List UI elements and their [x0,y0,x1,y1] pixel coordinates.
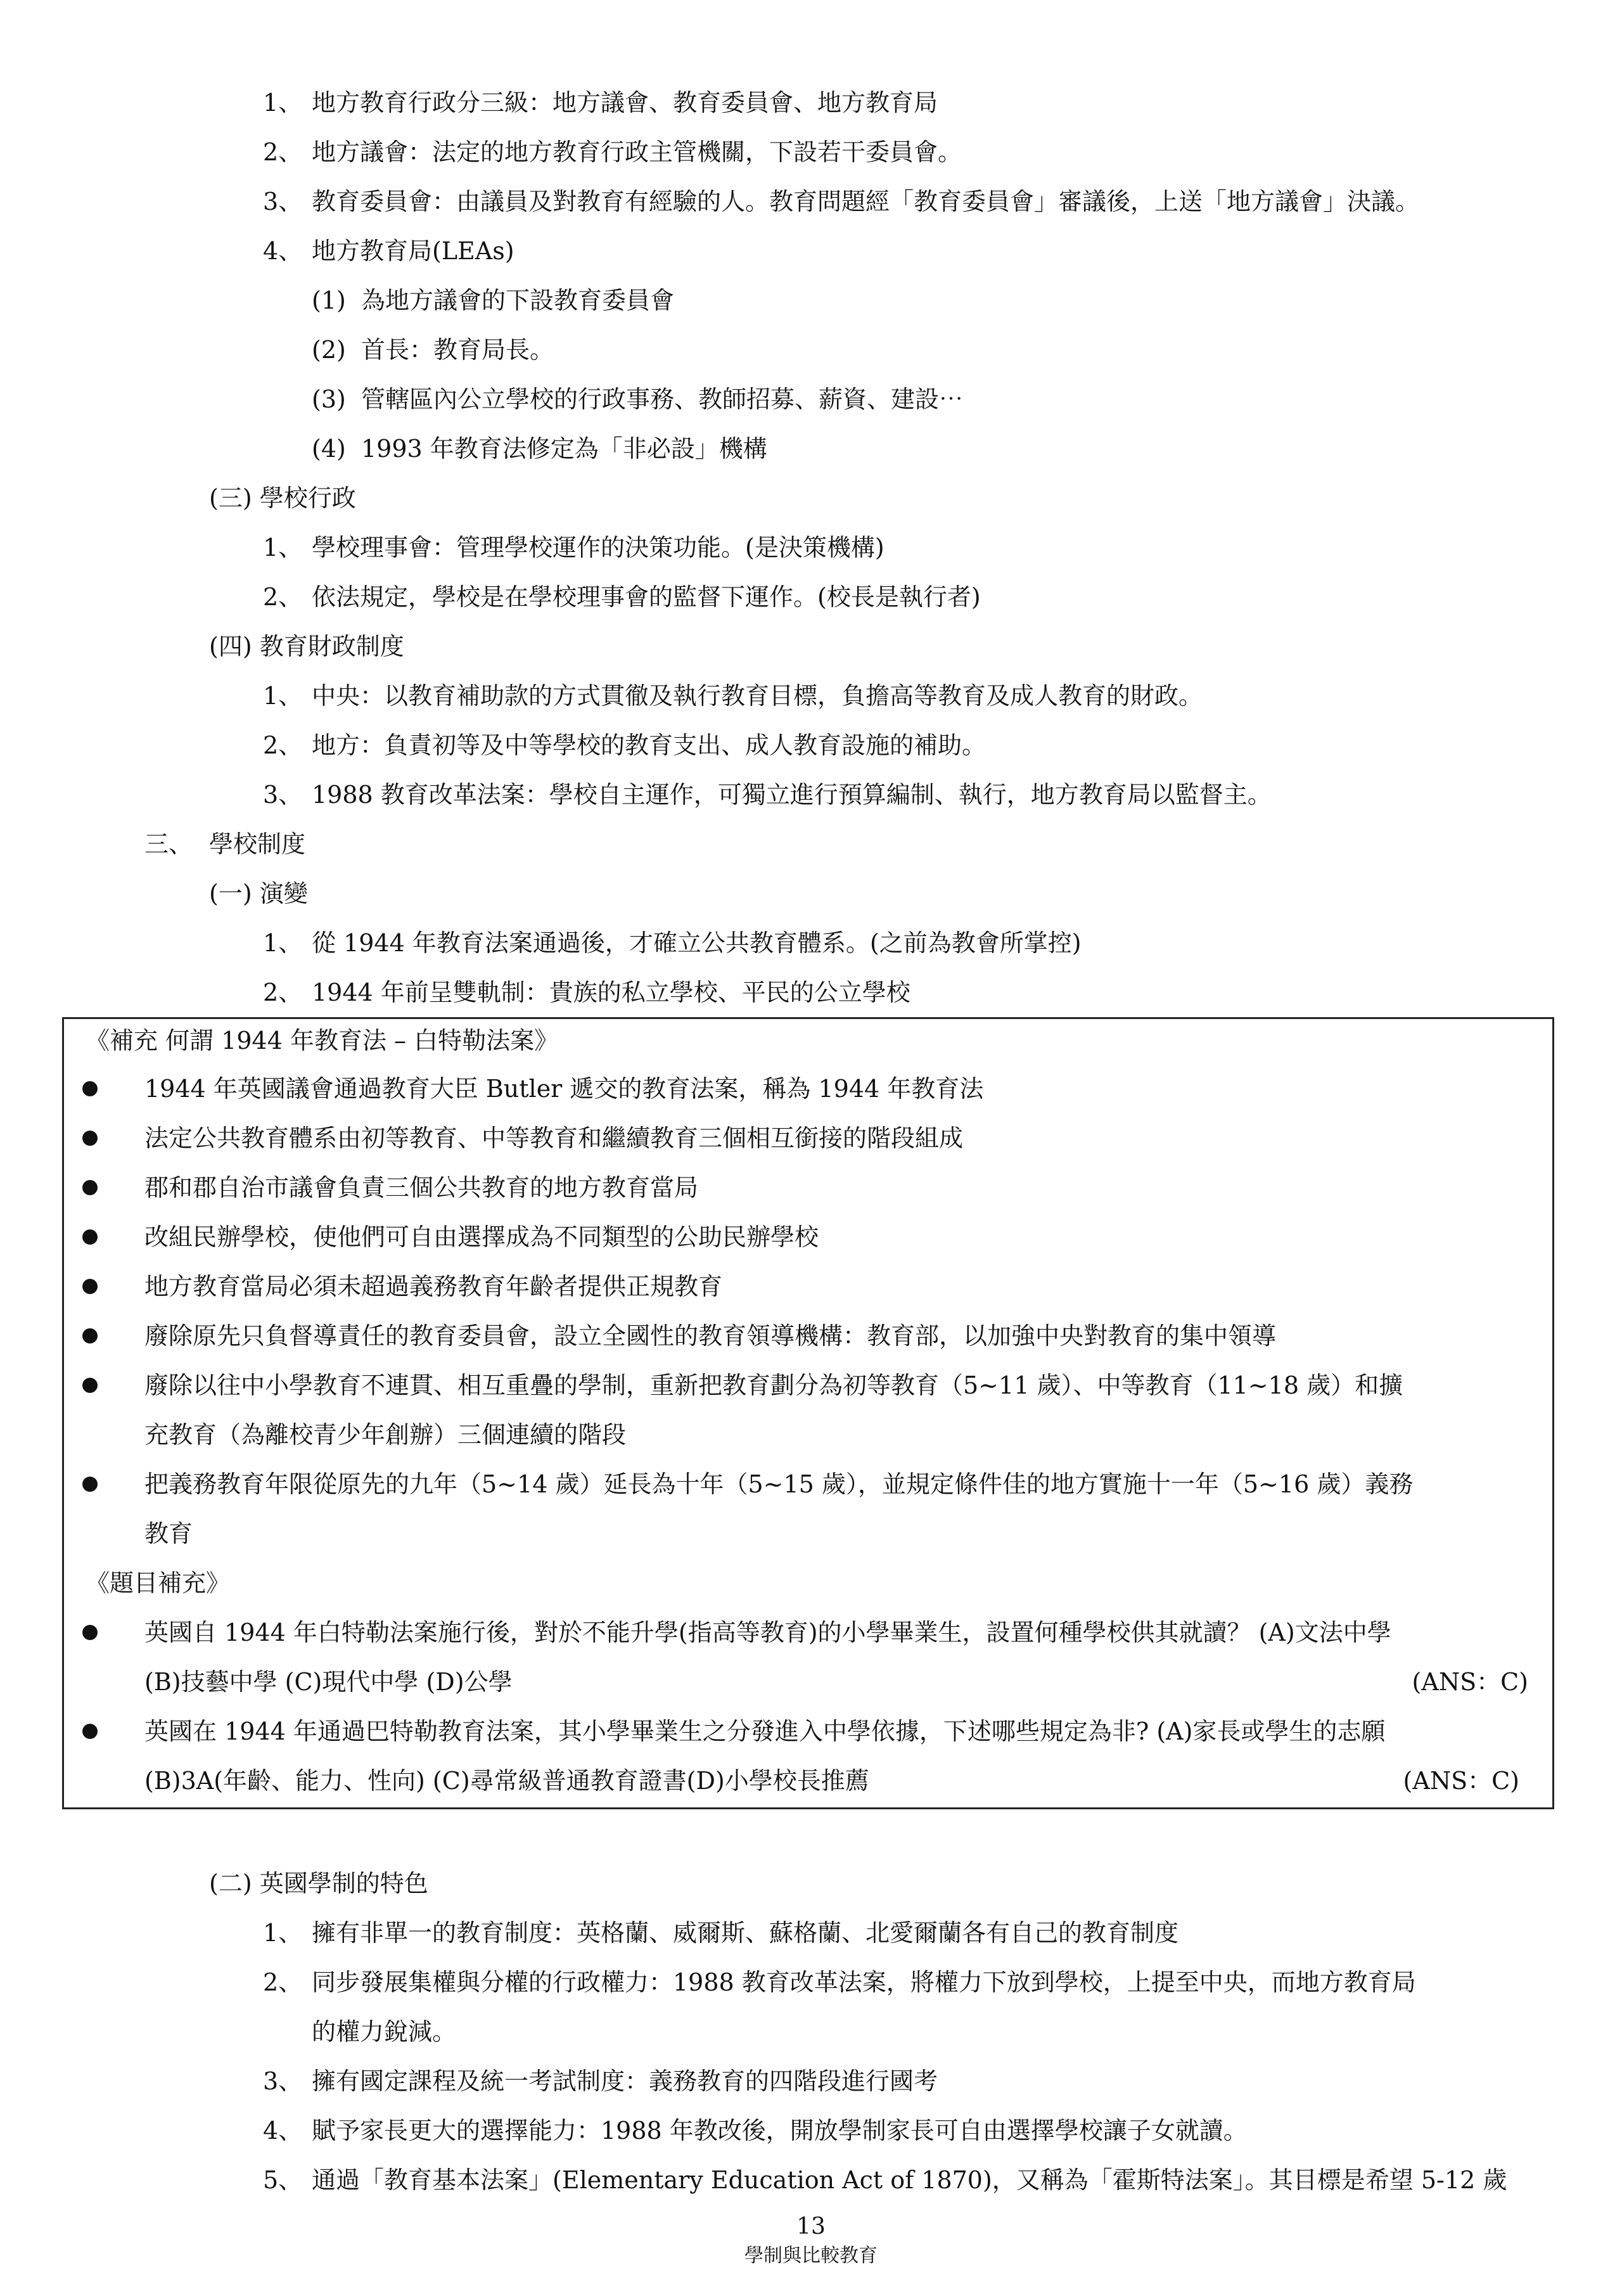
sub-number: (2) [312,336,346,364]
sub-item: 管轄區內公立學校的行政事務、教師招募、薪資、建設⋯ [361,385,964,413]
section-heading: (二) 英國學制的特色 [209,1870,428,1897]
section-heading: (三) 學校行政 [209,484,356,512]
list-number: 4、 [263,2117,303,2145]
list-number: 4、 [263,237,303,265]
bullet-text: 郡和郡自治市議會負責三個公共教育的地方教育當局 [144,1174,699,1202]
bullet-text: 地方教育當局必須未超過義務教育年齡者提供正規教育 [144,1273,723,1300]
sub-item: 1993 年教育法修定為「非必設」機構 [361,435,767,463]
bullet-icon [82,1081,98,1096]
list-number: 1、 [263,1919,303,1947]
bullet-text-cont: 充教育（為離校青少年創辦）三個連續的階段 [144,1421,627,1449]
answer-label: (ANS：C) [1403,1767,1519,1795]
question-text: 英國自 1944 年白特勒法案施行後，對於不能升學(指高等教育)的小學畢業生，設置何種學校供其就讀？ (A)文法中學 [144,1619,1391,1646]
bullet-icon [82,1131,98,1146]
question-section-title: 《題目補充》 [86,1569,231,1597]
list-number: 2、 [263,138,303,166]
list-item: 從 1944 年教育法案通過後，才確立公共教育體系。(之前為教會所掌控) [312,929,1082,957]
bullet-text: 改組民辦學校，使他們可自由選擇成為不同類型的公助民辦學校 [144,1223,819,1251]
list-number: 1、 [263,534,303,561]
list-item: 學校理事會：管理學校運作的決策功能。(是決策機構) [312,534,884,561]
list-item: 地方教育行政分三級：地方議會、教育委員會、地方教育局 [312,89,938,117]
list-item-cont: 的權力銳減。 [312,2018,457,2046]
bullet-icon [82,1625,98,1640]
list-number: 2、 [263,978,303,1006]
list-number: 1、 [263,682,303,710]
question-options: (B)技藝中學 (C)現代中學 (D)公學 [144,1668,513,1696]
bullet-text-cont: 教育 [144,1520,193,1548]
list-number: 1、 [263,89,303,117]
sub-number: (4) [312,435,346,463]
section-heading: (四) 教育財政制度 [209,632,404,660]
bullet-icon [82,1279,98,1294]
list-number: 2、 [263,583,303,611]
list-item: 1988 教育改革法案：學校自主運作，可獨立進行預算編制、執行，地方教育局以監督主。 [312,781,1272,809]
list-number: 1、 [263,929,303,957]
box-title: 《補充 何謂 1944 年教育法 – 白特勒法案》 [86,1027,559,1055]
section-number: 三、 [144,830,193,858]
sub-item: 首長：教育局長。 [361,336,554,364]
bullet-text: 把義務教育年限從原先的九年（5~14 歲）延長為十年（5~15 歲），並規定條件佳的地方實施十一年（5~16 歲）義務 [144,1470,1414,1498]
list-item: 1944 年前呈雙軌制：貴族的私立學校、平民的公立學校 [312,978,910,1006]
page-number: 13 [796,2214,826,2240]
list-item: 擁有非單一的教育制度：英格蘭、威爾斯、蘇格蘭、北愛爾蘭各有自己的教育制度 [312,1919,1179,1947]
bullet-icon [82,1180,98,1195]
list-number: 2、 [263,1968,303,1996]
bullet-text: 廢除以往中小學教育不連貫、相互重疊的學制，重新把教育劃分為初等教育（5~11 歲）、中等教育（11~18 歲）和擴 [144,1371,1403,1399]
bullet-icon [82,1229,98,1245]
sub-number: (3) [312,385,346,413]
list-item: 通過「教育基本法案」(Elementary Education Act of 1870)，又稱為「霍斯特法案」。其目標是希望 5-12 歲 [312,2166,1507,2194]
list-item: 中央：以教育補助款的方式貫徹及執行教育目標，負擔高等教育及成人教育的財政。 [312,682,1203,710]
list-number: 3、 [263,188,303,215]
sub-number: (1) [312,286,346,314]
list-number: 3、 [263,2067,303,2095]
list-item: 地方議會：法定的地方教育行政主管機關，下設若干委員會。 [312,138,962,166]
subsection-heading: (一) 演變 [209,880,308,907]
bullet-icon [82,1724,98,1739]
question-options: (B)3A(年齡、能力、性向) (C)尋常級普通教育證書(D)小學校長推薦 [144,1767,869,1795]
bullet-icon [82,1477,98,1492]
section-title: 學校制度 [209,830,306,858]
bullet-text: 1944 年英國議會通過教育大臣 Butler 遞交的教育法案，稱為 1944 年教育法 [144,1075,984,1103]
list-item: 依法規定，學校是在學校理事會的監督下運作。(校長是執行者) [312,583,981,611]
page-footer-title: 學制與比較教育 [744,2245,878,2267]
bullet-icon [82,1328,98,1344]
list-item: 擁有國定課程及統一考試制度：義務教育的四階段進行國考 [312,2067,938,2095]
list-number: 2、 [263,731,303,759]
list-item: 地方教育局(LEAs) [312,237,514,265]
sub-item: 為地方議會的下設教育委員會 [361,286,675,314]
answer-label: (ANS：C) [1412,1668,1528,1696]
question-text: 英國在 1944 年通過巴特勒教育法案，其小學畢業生之分發進入中學依據，下述哪些規定為非? (A)家長或學生的志願 [144,1717,1386,1745]
list-number: 5、 [263,2166,303,2194]
list-item: 教育委員會：由議員及對教育有經驗的人。教育問題經「教育委員會」審議後，上送「地方議會」決議。 [312,188,1420,215]
bullet-text: 廢除原先只負督導責任的教育委員會，設立全國性的教育領導機構：教育部，以加強中央對教育的集中領導 [144,1322,1277,1350]
bullet-icon [82,1378,98,1393]
bullet-text: 法定公共教育體系由初等教育、中等教育和繼續教育三個相互銜接的階段組成 [144,1124,964,1152]
list-item: 地方：負責初等及中等學校的教育支出、成人教育設施的補助。 [312,731,987,759]
list-item: 賦予家長更大的選擇能力：1988 年教改後，開放學制家長可自由選擇學校讓子女就讀。 [312,2117,1248,2145]
list-item: 同步發展集權與分權的行政權力：1988 教育改革法案，將權力下放到學校，上提至中央，而地方教育局 [312,1968,1416,1996]
list-number: 3、 [263,781,303,809]
